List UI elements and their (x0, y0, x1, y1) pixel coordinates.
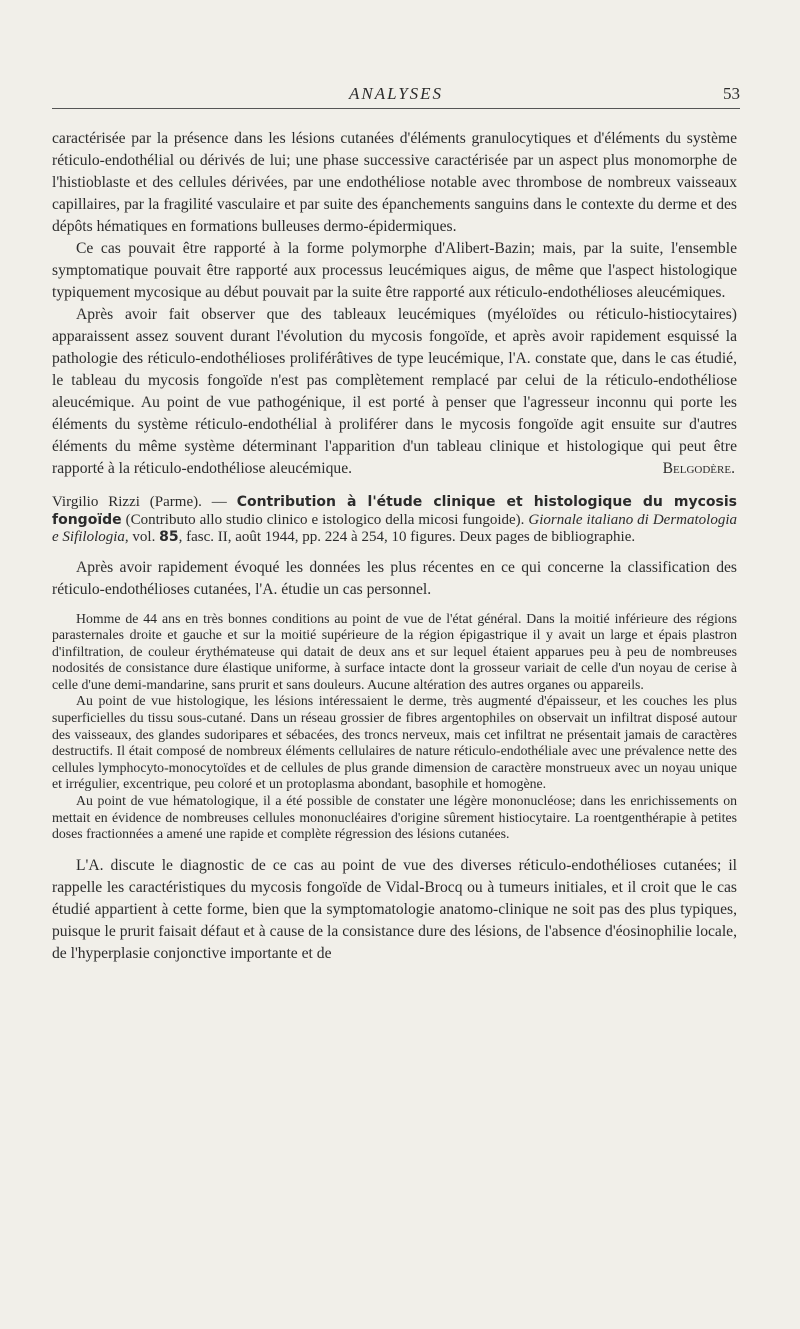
paragraph-3: Après avoir fait observer que des tableaux leucémiques (myéloïdes ou réticulo-histiocytaires) apparaissent assez souvent durant l'évolution du mycosis fongoïde, et après avoir rapidement esquissé la pathologie des réticulo-endothélioses proliférâtives de type leucémique, l'A. constate que, dans le cas étudié, le tableau du mycosis fongoïde n'est pas complètement remplacé par celui de la réticulo-endothéliose aleucémique. Au point de vue pathogénique, il est porté à penser que l'agresseur inconnu qui porte les éléments du système réticulo-endothélial à proliférer dans le mycosis fongoïde agit ensuite sur d'autres éléments du même système déterminant l'apparition d'un tableau clinique et histologique qui peut être rapporté à la réticulo-endothéliose aleucémique. (52, 306, 737, 477)
paragraph-2: Ce cas pouvait être rapporté à la forme polymorphe d'Alibert-Bazin; mais, par la suite, l'ensemble symptomatique pouvait être rapporté aux processus leucémiques aigus, de même que l'aspect histologique typiquement mycosique au début pouvait par la suite être rapporté aux réticulo-endothélioses aleucémiques. (52, 240, 737, 301)
reference-original-title: (Contributo allo studio clinico e istologico della micosi fungoide). (121, 511, 529, 528)
hematology-description: Au point de vue hématologique, il a été possible de constater une légère mononucléose; dans les enrichissements on mettait en évidence de nombreuses cellules mononucléaires d'origine sûrement histiocytaire. La roentgenthérapie à petites doses fractionnées a amené une rapide et complète régression des lésions cutanées. (52, 793, 737, 842)
page-number: 53 (723, 84, 740, 103)
reference-vol-prefix: , vol. (124, 529, 160, 545)
reference-author: Virgilio Rizzi (Parme). — (52, 494, 237, 510)
reference-details: , fasc. II, août 1944, pp. 224 à 254, 10 figures. Deux pages de bibliographie. (178, 529, 636, 545)
running-header (52, 78, 740, 109)
histology-description: Au point de vue histologique, les lésions intéressaient le derme, très augmenté d'épaisseur, et les couches les plus superficielles du tissu sous-cutané. Dans un réseau grossier de fibres argentophiles on observait un infiltrat disposé autour des vaisseaux, des glandes sudoripares et sébacées, des troncs nerveux, mais cet infiltrat ne présentait jamais de caractères destructifs. Il était composé de nombreux éléments cellulaires de nature réticulo-endothéliale avec une prévalence nette des cellules lymphocyto-monocytoïdes et de cellules de plus grande dimension de caractère monstrueux avec un noyau unique et irrégulier, excentrique, peu coloré et un protoplasma abondant, basophile et homogène. (52, 693, 737, 792)
case-description: Homme de 44 ans en très bonnes conditions au point de vue de l'état général. Dans la moitié inférieure des régions parasternales droite et gauche et sur la moitié supérieure de la région épigastrique il y avait un large et épais plastron d'infiltration, de couleur érythémateuse qui datait de deux ans et sur lequel étaient apparues peu à peu de nombreuses nodosités de consistance dure élastique uniforme, à surface intacte dont la grosseur variait de celle d'un noyau de cerise à celle d'une demi-mandarine, sans prurit et sans douleurs. Aucune altération des autres organes ou appareils. (52, 610, 737, 692)
reference-journal: Giornale italiano di Dermatologia e Sifilologia (52, 511, 737, 545)
paragraph-5: L'A. discute le diagnostic de ce cas au point de vue des diverses réticulo-endothélioses cutanées; il rappelle les caractéristiques du mycosis fongoïde de Vidal-Brocq ou à tumeurs initiales, et il croit que le cas étudié appartient à cette forme, bien que la symptomatologie anatomo-clinique ne soit pas des plus typiques, puisque le prurit faisait défaut et à cause de la consistance dure des lésions, de l'absence d'éosinophilie locale, de l'hyperplasie conjonctive importante et de (52, 856, 737, 962)
reference-volume: 85 (159, 529, 179, 545)
page-body (52, 128, 737, 965)
author-signature: Belgodère. (662, 460, 735, 477)
paragraph-4: Après avoir rapidement évoqué les données les plus récentes en ce qui concerne la classification des réticulo-endothélioses cutanées, l'A. étudie un cas personnel. (52, 558, 737, 598)
running-title: ANALYSES (348, 84, 444, 103)
reference-title: Contribution à l'étude clinique et histologique du mycosis fongoïde (52, 494, 737, 528)
bibliographic-reference (52, 494, 737, 547)
paragraph-1: caractérisée par la présence dans les lésions cutanées d'éléments granulocytiques et d'éléments du système réticulo-endothélial ou dérivés de lui; une phase successive caractérisée par un aspect plus monomorphe de l'histioblaste et des cellules dérivées, par une endothéliose notable avec thrombose de nombreux vaisseaux capillaires, par la fragilité vasculaire et par suite des épanchements sanguins dans le contexte du derme et des dépôts hématiques en formations bulleuses dermo-épidermiques. (52, 130, 737, 235)
